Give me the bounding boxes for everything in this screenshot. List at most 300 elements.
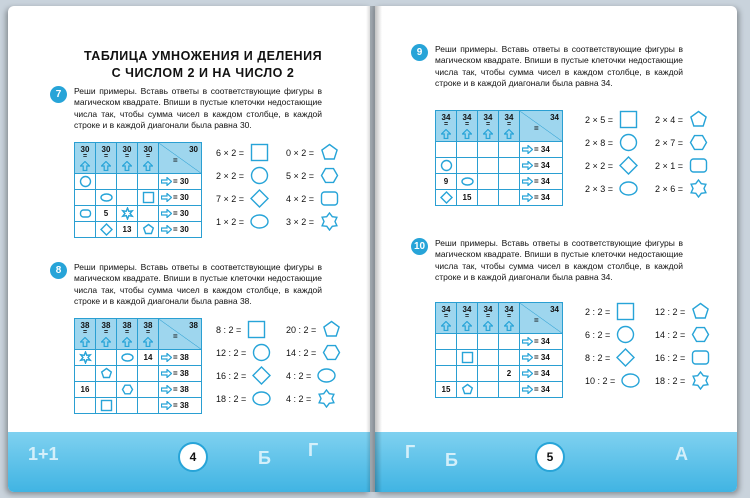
column-sum-cell (96, 143, 117, 174)
example (585, 325, 635, 344)
grid-cell[interactable] (96, 382, 117, 398)
square-shape-cell[interactable] (96, 398, 117, 414)
right-arrow-icon (161, 369, 172, 378)
right-arrow-icon (522, 193, 533, 202)
equals-sign: = (506, 313, 512, 320)
pentagon-shape-cell[interactable] (457, 382, 478, 398)
grid-cell[interactable] (478, 366, 499, 382)
hexagon-shape-icon (121, 385, 134, 394)
example (216, 366, 271, 385)
right-arrow-icon (161, 209, 172, 218)
right-arrow-icon (522, 385, 533, 394)
equals-sign: = (534, 124, 539, 133)
up-arrow-icon (478, 321, 498, 331)
equals-sign: = (485, 121, 491, 128)
circle-answer-icon[interactable] (616, 325, 635, 344)
star-shape-icon (121, 209, 134, 218)
column-sum-value: 38 (143, 321, 153, 330)
row-sum-label: = 30 (173, 192, 189, 202)
task-9 (411, 44, 711, 234)
equals-sign: = (103, 329, 109, 336)
square-shape-cell[interactable] (457, 350, 478, 366)
title-line-2: С ЧИСЛОМ 2 И НА ЧИСЛО 2 (111, 66, 295, 80)
example (655, 156, 708, 175)
row-sum-cell (520, 142, 563, 158)
magic-square (435, 302, 563, 398)
row-sum-cell (520, 174, 563, 190)
hexagon-answer-icon[interactable] (322, 343, 341, 362)
up-arrow-icon (117, 337, 137, 347)
task-text: Реши примеры. Вставь ответы в соответствующие фигуры в магическом квадрате. Впиши в пустые клеточки недостающие числа так, чтобы сумма чисел в каждом столбце, в каждой строке и в каждой диагонали была равна 30. (74, 86, 322, 131)
right-arrow-icon (522, 161, 533, 170)
page-footer (375, 432, 737, 492)
column-sum-value: 30 (143, 145, 153, 154)
star-shape-cell[interactable] (117, 206, 138, 222)
square-shape-icon (461, 353, 474, 362)
grid-cell[interactable] (457, 142, 478, 158)
table-row (75, 366, 202, 382)
task-7 (50, 86, 340, 256)
column-sum-value: 30 (80, 145, 90, 154)
column-sum-cell (478, 303, 499, 334)
up-arrow-icon (436, 129, 456, 139)
row-sum-cell (159, 206, 202, 222)
example-expression: 12 : 2 = (655, 306, 686, 317)
title-line-1: ТАБЛИЦА УМНОЖЕНИЯ И ДЕЛЕНИЯ (83, 49, 323, 63)
grid-cell[interactable] (117, 190, 138, 206)
grid-cell[interactable] (138, 382, 159, 398)
up-arrow-icon (138, 337, 158, 347)
column-sum-cell (499, 303, 520, 334)
grid-cell[interactable] (96, 174, 117, 190)
grid-cell[interactable] (457, 158, 478, 174)
footer-letter: Г (308, 440, 319, 460)
example-expression: 18 : 2 = (216, 393, 247, 404)
example-expression: 7 × 2 = (216, 193, 245, 204)
example (216, 212, 269, 231)
grid-cell[interactable] (138, 398, 159, 414)
example-expression: 4 × 2 = (286, 193, 315, 204)
right-arrow-icon (522, 337, 533, 346)
star-answer-icon[interactable] (691, 371, 710, 390)
example (655, 133, 708, 152)
table-row (75, 398, 202, 414)
table-row (75, 222, 202, 238)
equals-sign: = (506, 121, 512, 128)
column-sum-value: 34 (441, 113, 451, 122)
cell-value: 16 (80, 385, 90, 394)
star-shape-icon (79, 353, 92, 362)
grid-cell[interactable] (499, 174, 520, 190)
page-number: 4 (178, 442, 208, 472)
page-footer (8, 432, 370, 492)
roundrect-shape-icon (79, 209, 92, 218)
grid-cell[interactable] (478, 382, 499, 398)
example-expression: 10 : 2 = (585, 375, 616, 386)
table-row (75, 174, 202, 190)
page-title (58, 48, 348, 82)
pentagon-shape-cell[interactable] (138, 222, 159, 238)
square-shape-icon (142, 193, 155, 202)
equals-sign: = (534, 316, 539, 325)
equals-sign: = (173, 332, 178, 341)
row-sum-label: = 30 (173, 224, 189, 234)
book-gutter (366, 6, 382, 492)
grid-cell (75, 382, 96, 398)
magic-square (74, 318, 202, 414)
row-sum-label: = 34 (534, 352, 550, 362)
example-expression: 12 : 2 = (216, 347, 247, 358)
grid-cell[interactable] (75, 190, 96, 206)
diagonal-sum-cell (159, 319, 202, 350)
row-sum-label: = 38 (173, 352, 189, 362)
column-sum-cell (138, 143, 159, 174)
page-number: 5 (535, 442, 565, 472)
task-text: Реши примеры. Вставь ответы в соответствующие фигуры в магическом квадрате. Впиши в пустые клеточки недостающие числа так, чтобы сумма чисел в каждом столбце, в каждой строке и в каждой диагонали была равна 38. (74, 262, 322, 307)
row-sum-label: = 38 (173, 400, 189, 410)
row-sum-label: = 34 (534, 384, 550, 394)
grid-cell[interactable] (499, 382, 520, 398)
equals-sign: = (464, 313, 470, 320)
pentagon-shape-cell[interactable] (96, 366, 117, 382)
oval-answer-icon[interactable] (621, 371, 640, 390)
column-sum-value: 34 (504, 113, 514, 122)
up-arrow-icon (457, 321, 477, 331)
diagonal-sum-value: 34 (550, 305, 559, 314)
oval-shape-cell[interactable] (117, 350, 138, 366)
square-answer-icon[interactable] (250, 143, 269, 162)
table-row (75, 350, 202, 366)
row-sum-label: = 34 (534, 176, 550, 186)
example-expression: 0 × 2 = (286, 147, 315, 158)
example-expression: 5 × 2 = (286, 170, 315, 181)
example-expression: 4 : 2 = (286, 393, 312, 404)
oval-answer-icon[interactable] (619, 179, 638, 198)
example-expression: 2 × 6 = (655, 183, 684, 194)
hexagon-answer-icon[interactable] (320, 166, 339, 185)
diamond-answer-icon[interactable] (616, 348, 635, 367)
task-text: Реши примеры. Вставь ответы в соответствующие фигуры в магическом квадрате. Впиши в пустые клеточки недостающие числа так, чтобы сумма чисел в каждом столбце, в каждой строке и в каждой диагонали была равна 34. (435, 238, 683, 283)
right-page (375, 6, 737, 492)
row-sum-cell (159, 190, 202, 206)
up-arrow-icon (96, 337, 116, 347)
square-answer-icon[interactable] (619, 110, 638, 129)
right-arrow-icon (522, 353, 533, 362)
grid-cell[interactable] (117, 398, 138, 414)
row-sum-cell (520, 158, 563, 174)
oval-answer-icon[interactable] (317, 366, 336, 385)
example-expression: 2 × 1 = (655, 160, 684, 171)
up-arrow-icon (499, 129, 519, 139)
row-sum-cell (159, 382, 202, 398)
grid-cell[interactable] (436, 366, 457, 382)
example-expression: 8 : 2 = (585, 352, 611, 363)
grid-cell[interactable] (457, 334, 478, 350)
right-arrow-icon (161, 193, 172, 202)
up-arrow-icon (75, 337, 95, 347)
example-expression: 2 × 3 = (585, 183, 614, 194)
grid-cell[interactable] (499, 158, 520, 174)
grid-cell[interactable] (436, 334, 457, 350)
equals-sign: = (173, 156, 178, 165)
example-expression: 8 : 2 = (216, 324, 242, 335)
example (655, 371, 710, 390)
example-expression: 2 × 4 = (655, 114, 684, 125)
footer-letter: Б (445, 450, 458, 470)
task-text: Реши примеры. Вставь ответы в соответствующие фигуры в магическом квадрате. Впиши в пустые клеточки недостающие числа так, чтобы сумма чисел в каждом столбце, в каждой строке и в каждой диагонали была равна 34. (435, 44, 683, 89)
cell-value: 13 (122, 225, 132, 234)
star-answer-icon[interactable] (317, 389, 336, 408)
star-answer-icon[interactable] (689, 179, 708, 198)
left-page (8, 6, 370, 492)
equals-sign: = (485, 313, 491, 320)
oval-shape-cell[interactable] (457, 174, 478, 190)
equals-sign: = (103, 153, 109, 160)
footer-letter: Б (258, 448, 271, 468)
column-sum-value: 34 (483, 305, 493, 314)
task-8 (50, 262, 340, 432)
table-row (436, 366, 563, 382)
column-sum-value: 34 (462, 113, 472, 122)
up-arrow-icon (457, 129, 477, 139)
column-sum-cell (117, 319, 138, 350)
example (216, 166, 269, 185)
column-sum-value: 34 (483, 113, 493, 122)
example (286, 189, 339, 208)
example (286, 366, 336, 385)
table-row (75, 206, 202, 222)
circle-shape-icon (79, 177, 92, 186)
column-sum-cell (457, 111, 478, 142)
table-row (75, 382, 202, 398)
column-sum-cell (478, 111, 499, 142)
pentagon-answer-icon[interactable] (320, 143, 339, 162)
grid-cell (96, 206, 117, 222)
column-sum-cell (499, 111, 520, 142)
row-sum-label: = 30 (173, 176, 189, 186)
diamond-shape-icon (440, 193, 453, 202)
column-sum-value: 34 (504, 305, 514, 314)
example-expression: 2 × 2 = (585, 160, 614, 171)
star-answer-icon[interactable] (320, 212, 339, 231)
grid-cell[interactable] (138, 174, 159, 190)
oval-answer-icon[interactable] (252, 389, 271, 408)
grid-cell[interactable] (436, 350, 457, 366)
grid-cell[interactable] (117, 174, 138, 190)
example-expression: 20 : 2 = (286, 324, 317, 335)
example (585, 302, 635, 321)
grid-cell[interactable] (478, 174, 499, 190)
example (216, 143, 269, 162)
row-sum-label: = 38 (173, 368, 189, 378)
hexagon-shape-cell[interactable] (117, 382, 138, 398)
row-sum-cell (159, 350, 202, 366)
example-expression: 4 : 2 = (286, 370, 312, 381)
grid-cell[interactable] (75, 222, 96, 238)
grid-cell[interactable] (96, 350, 117, 366)
grid-cell[interactable] (478, 158, 499, 174)
example (655, 110, 708, 129)
example (286, 320, 341, 339)
row-sum-label: = 34 (534, 192, 550, 202)
diagonal-sum-cell (159, 143, 202, 174)
row-sum-cell (520, 334, 563, 350)
grid-cell[interactable] (75, 366, 96, 382)
star-shape-cell[interactable] (75, 350, 96, 366)
oval-answer-icon[interactable] (250, 212, 269, 231)
column-sum-value: 30 (101, 145, 111, 154)
up-arrow-icon (96, 161, 116, 171)
roundrect-answer-icon[interactable] (691, 348, 710, 367)
cell-value: 15 (441, 385, 451, 394)
example (585, 179, 638, 198)
example (585, 348, 635, 367)
roundrect-shape-cell[interactable] (75, 206, 96, 222)
example-expression: 16 : 2 = (216, 370, 247, 381)
square-shape-cell[interactable] (138, 190, 159, 206)
example (286, 143, 339, 162)
column-sum-cell (457, 303, 478, 334)
footer-letter: 1+1 (28, 444, 59, 464)
example-expression: 2 × 8 = (585, 137, 614, 148)
example-expression: 2 × 7 = (655, 137, 684, 148)
grid-cell[interactable] (138, 366, 159, 382)
diagonal-sum-cell (520, 303, 563, 334)
pentagon-answer-icon[interactable] (689, 110, 708, 129)
square-answer-icon[interactable] (616, 302, 635, 321)
footer-letter: Г (405, 442, 416, 462)
grid-cell[interactable] (457, 366, 478, 382)
row-sum-label: = 34 (534, 368, 550, 378)
magic-square (435, 110, 563, 206)
row-sum-cell (520, 350, 563, 366)
magic-square (74, 142, 202, 238)
grid-cell[interactable] (478, 350, 499, 366)
column-sum-value: 34 (462, 305, 472, 314)
grid-cell[interactable] (75, 398, 96, 414)
column-sum-value: 38 (80, 321, 90, 330)
hexagon-answer-icon[interactable] (691, 325, 710, 344)
equals-sign: = (145, 329, 151, 336)
row-sum-cell (159, 398, 202, 414)
example (655, 325, 710, 344)
example (585, 110, 638, 129)
right-arrow-icon (522, 145, 533, 154)
example (655, 348, 710, 367)
right-arrow-icon (161, 353, 172, 362)
example-expression: 2 × 2 = (216, 170, 245, 181)
oval-shape-cell[interactable] (96, 190, 117, 206)
table-row (436, 382, 563, 398)
example (286, 212, 339, 231)
diagonal-sum-value: 34 (550, 113, 559, 122)
diamond-shape-cell[interactable] (436, 190, 457, 206)
pentagon-answer-icon[interactable] (691, 302, 710, 321)
grid-cell[interactable] (499, 190, 520, 206)
cell-value: 9 (443, 177, 449, 186)
example-expression: 14 : 2 = (655, 329, 686, 340)
diamond-answer-icon[interactable] (250, 189, 269, 208)
column-sum-cell (75, 143, 96, 174)
grid-cell[interactable] (499, 142, 520, 158)
column-sum-value: 30 (122, 145, 132, 154)
column-sum-value: 34 (441, 305, 451, 314)
example (216, 320, 266, 339)
example-expression: 2 × 5 = (585, 114, 614, 125)
oval-shape-icon (100, 193, 113, 202)
row-sum-cell (520, 382, 563, 398)
table-row (436, 142, 563, 158)
example (216, 343, 271, 362)
cell-value: 5 (103, 209, 109, 218)
cell-value: 14 (143, 353, 153, 362)
example-expression: 6 × 2 = (216, 147, 245, 158)
grid-cell (436, 382, 457, 398)
hexagon-answer-icon[interactable] (689, 133, 708, 152)
roundrect-answer-icon[interactable] (689, 156, 708, 175)
row-sum-cell (159, 222, 202, 238)
example (286, 343, 341, 362)
square-answer-icon[interactable] (247, 320, 266, 339)
oval-shape-icon (121, 353, 134, 362)
circle-shape-cell[interactable] (75, 174, 96, 190)
grid-cell (138, 350, 159, 366)
diamond-answer-icon[interactable] (619, 156, 638, 175)
grid-cell[interactable] (499, 334, 520, 350)
row-sum-label: = 34 (534, 144, 550, 154)
example-expression: 1 × 2 = (216, 216, 245, 227)
column-sum-cell (117, 143, 138, 174)
table-row (436, 334, 563, 350)
task-number: 10 (411, 238, 428, 255)
grid-cell[interactable] (499, 350, 520, 366)
diamond-answer-icon[interactable] (252, 366, 271, 385)
example-expression: 3 × 2 = (286, 216, 315, 227)
column-sum-cell (138, 319, 159, 350)
grid-cell[interactable] (138, 206, 159, 222)
up-arrow-icon (117, 161, 137, 171)
table-row (436, 174, 563, 190)
grid-cell[interactable] (478, 142, 499, 158)
grid-cell[interactable] (478, 334, 499, 350)
circle-answer-icon[interactable] (252, 343, 271, 362)
grid-cell[interactable] (478, 190, 499, 206)
diagonal-sum-value: 30 (189, 145, 198, 154)
grid-cell (117, 222, 138, 238)
task-number: 7 (50, 86, 67, 103)
example (585, 371, 640, 390)
circle-answer-icon[interactable] (250, 166, 269, 185)
circle-shape-cell[interactable] (436, 158, 457, 174)
example (286, 389, 336, 408)
equals-sign: = (82, 153, 88, 160)
right-arrow-icon (522, 177, 533, 186)
grid-cell (457, 190, 478, 206)
table-row (436, 158, 563, 174)
cell-value: 2 (506, 369, 512, 378)
example (655, 302, 710, 321)
circle-answer-icon[interactable] (619, 133, 638, 152)
table-row (436, 350, 563, 366)
grid-cell[interactable] (117, 366, 138, 382)
example-expression: 18 : 2 = (655, 375, 686, 386)
pentagon-answer-icon[interactable] (322, 320, 341, 339)
footer-letter: А (675, 444, 688, 464)
diamond-shape-cell[interactable] (96, 222, 117, 238)
roundrect-answer-icon[interactable] (320, 189, 339, 208)
grid-cell[interactable] (436, 142, 457, 158)
equals-sign: = (145, 153, 151, 160)
